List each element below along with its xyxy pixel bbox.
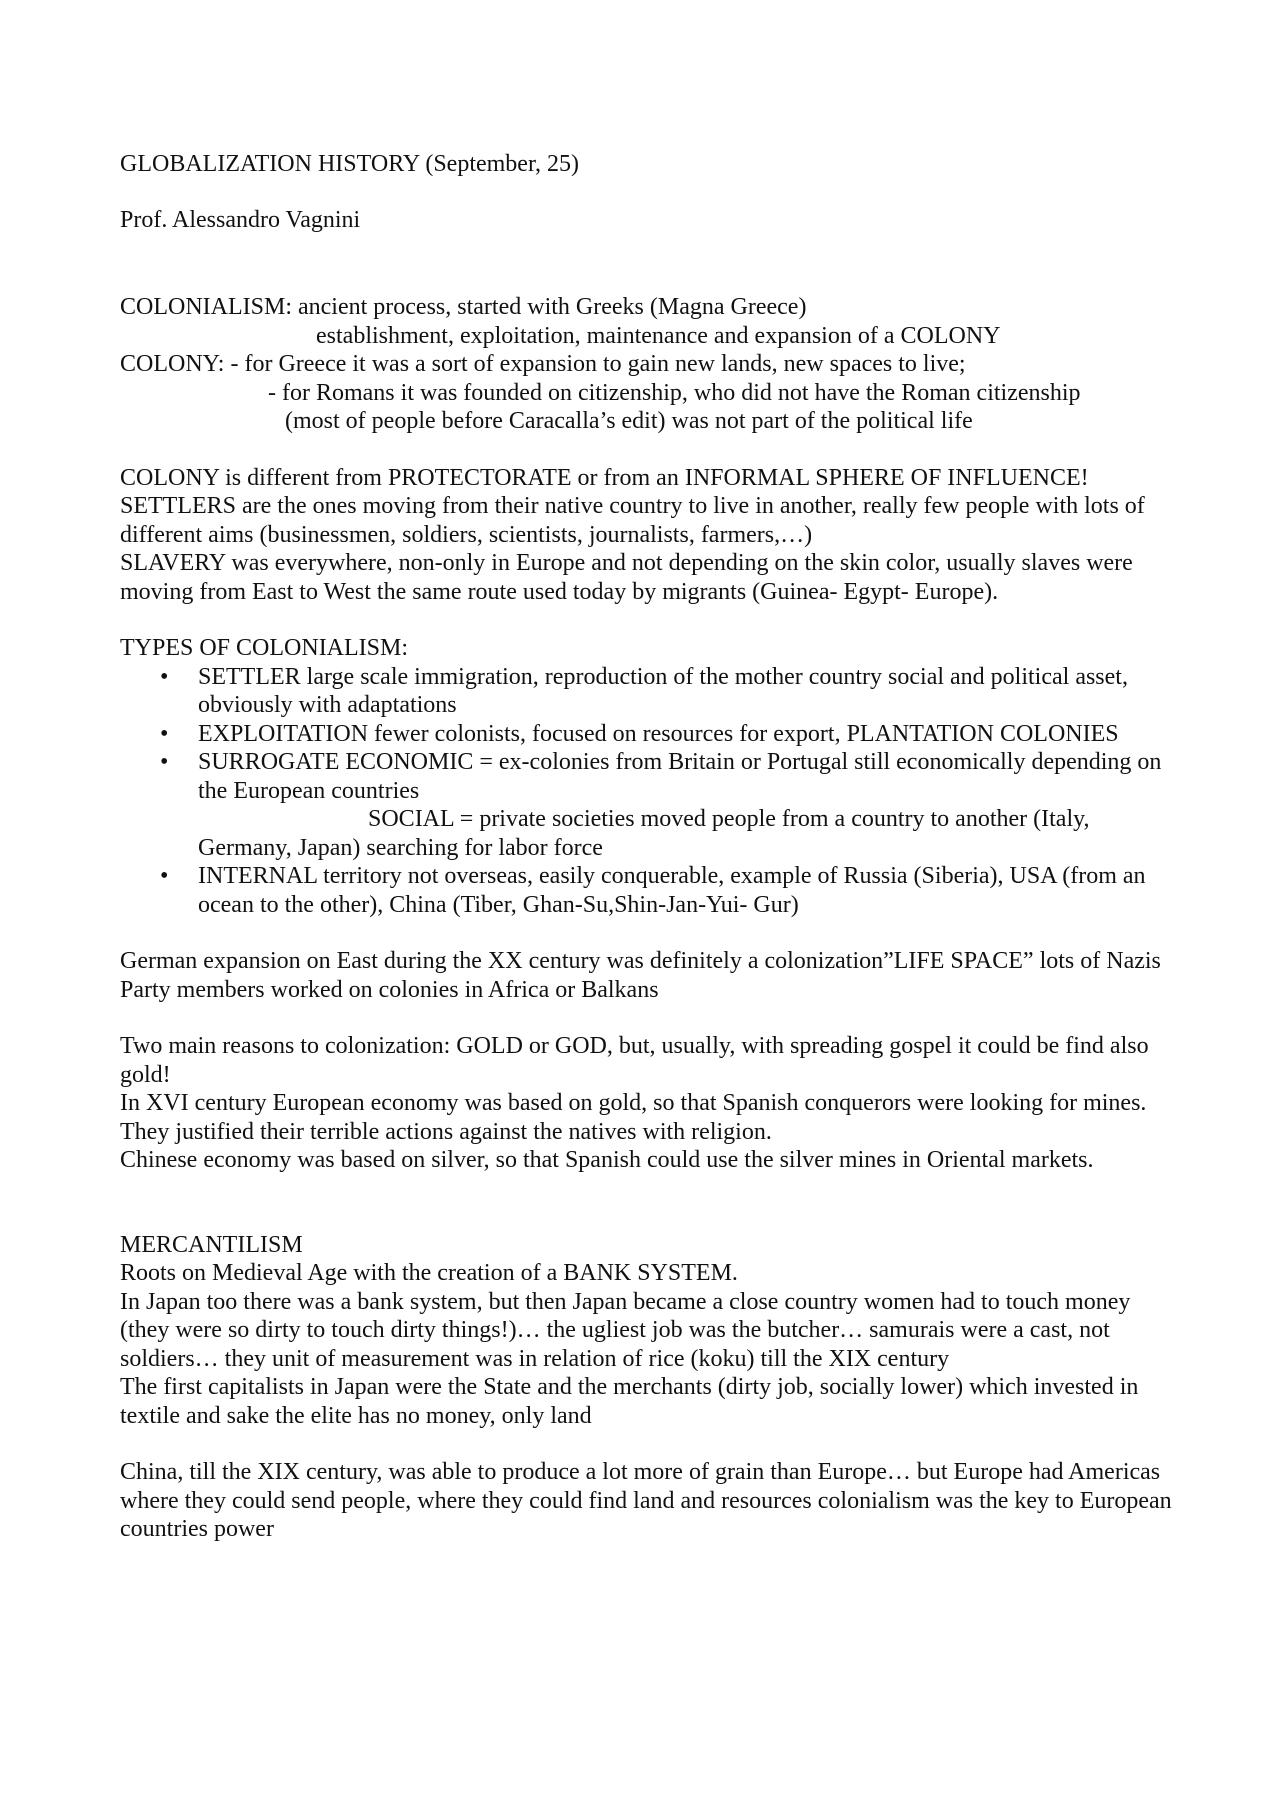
document-title: GLOBALIZATION HISTORY (September, 25) [120,151,579,177]
type-exploitation: EXPLOITATION fewer colonists, focused on resources for export, PLANTATION COLONIES [198,720,1119,747]
settlers-paragraph: SETTLERS are the ones moving from their native country to live in another, really few people with lots of different aims (businessmen, soldiers, scientists, journalists, farmers,…) [120,493,1145,548]
colonialism-definition-continued: establishment, exploitation, maintenance and expansion of a COLONY [316,322,1001,349]
type-internal: INTERNAL territory not overseas, easily conquerable, example of Russia (Siberia), USA (from an ocean to the other), China (Tiber, Ghan-Su,Shin-Jan-Yui- Gur) [198,863,1146,918]
colony-romans: - for Romans it was founded on citizenship, who did not have the Roman citizenship [268,379,1081,406]
professor-name: Prof. Alessandro Vagnini [120,206,361,233]
mercantilism-roots: Roots on Medieval Age with the creation of a BANK SYSTEM. [120,1260,738,1286]
type-surrogate-economic: SURROGATE ECONOMIC = ex-colonies from Britain or Portugal still economically depending on the European countries [198,749,1162,804]
colonialism-definition: COLONIALISM: ancient process, started with Greeks (Magna Greece) [120,294,807,320]
bullet-icon: • [160,863,169,889]
slavery-paragraph: SLAVERY was everywhere, non-only in Europe and not depending on the skin color, usually slaves were moving from East to West the same route used today by migrants (Guinea- Egypt- Europe). [120,550,1133,605]
types-heading: TYPES OF COLONIALISM: [120,635,409,661]
gold-god-paragraph: Two main reasons to colonization: GOLD or GOD, but, usually, with spreading gospel it could be find also gold! [120,1033,1149,1088]
list-item [120,748,1180,862]
colony-difference-paragraph: COLONY is different from PROTECTORATE or from an INFORMAL SPHERE OF INFLUENCE! [120,464,1089,491]
bullet-icon: • [160,720,169,747]
type-settler: SETTLER large scale immigration, reproduction of the mother country social and political asset, obviously with adaptations [198,663,1128,718]
type-surrogate-social: SOCIAL = private societies moved people from a country to another (Italy, [368,806,1090,832]
type-surrogate-social-continued: Germany, Japan) searching for labor force [198,834,603,861]
capitalists-paragraph: The first capitalists in Japan were the State and the merchants (dirty job, socially lower) which invested in textile and sake the elite has no money, only land [120,1374,1139,1429]
china-paragraph: China, till the XIX century, was able to produce a lot more of grain than Europe… but Europe had Americas where they could send people, where they could find land and resources colonialism was the key to European countries power [120,1459,1172,1542]
colony-romans-continued: (most of people before Caracalla’s edit) was not part of the political life [285,408,973,434]
mercantilism-heading: MERCANTILISM [120,1231,303,1258]
document-body [120,150,1180,1544]
list-item [120,663,1180,720]
xvi-century-paragraph: In XVI century European economy was based on gold, so that Spanish conquerors were looking for mines. They justified their terrible actions against the natives with religion. [120,1090,1147,1145]
list-item [120,862,1180,919]
list-item [120,720,1180,749]
colony-greece: COLONY: - for Greece it was a sort of expansion to gain new lands, new spaces to live; [120,351,966,377]
types-list [120,663,1180,920]
bullet-icon: • [160,663,169,690]
chinese-economy-paragraph: Chinese economy was based on silver, so that Spanish could use the silver mines in Oriental markets. [120,1147,1094,1173]
german-expansion-paragraph: German expansion on East during the XX century was definitely a colonization”LIFE SPACE” lots of Nazis Party members worked on colonies in Africa or Balkans [120,948,1161,1003]
bullet-icon: • [160,749,169,775]
japan-paragraph: In Japan too there was a bank system, but then Japan became a close country women had to touch money (they were so dirty to touch dirty things!)… the ugliest job was the butcher… samurais were a cast, not soldiers… they unit of measurement was in relation of rice (koku) till the XIX century [120,1288,1131,1372]
